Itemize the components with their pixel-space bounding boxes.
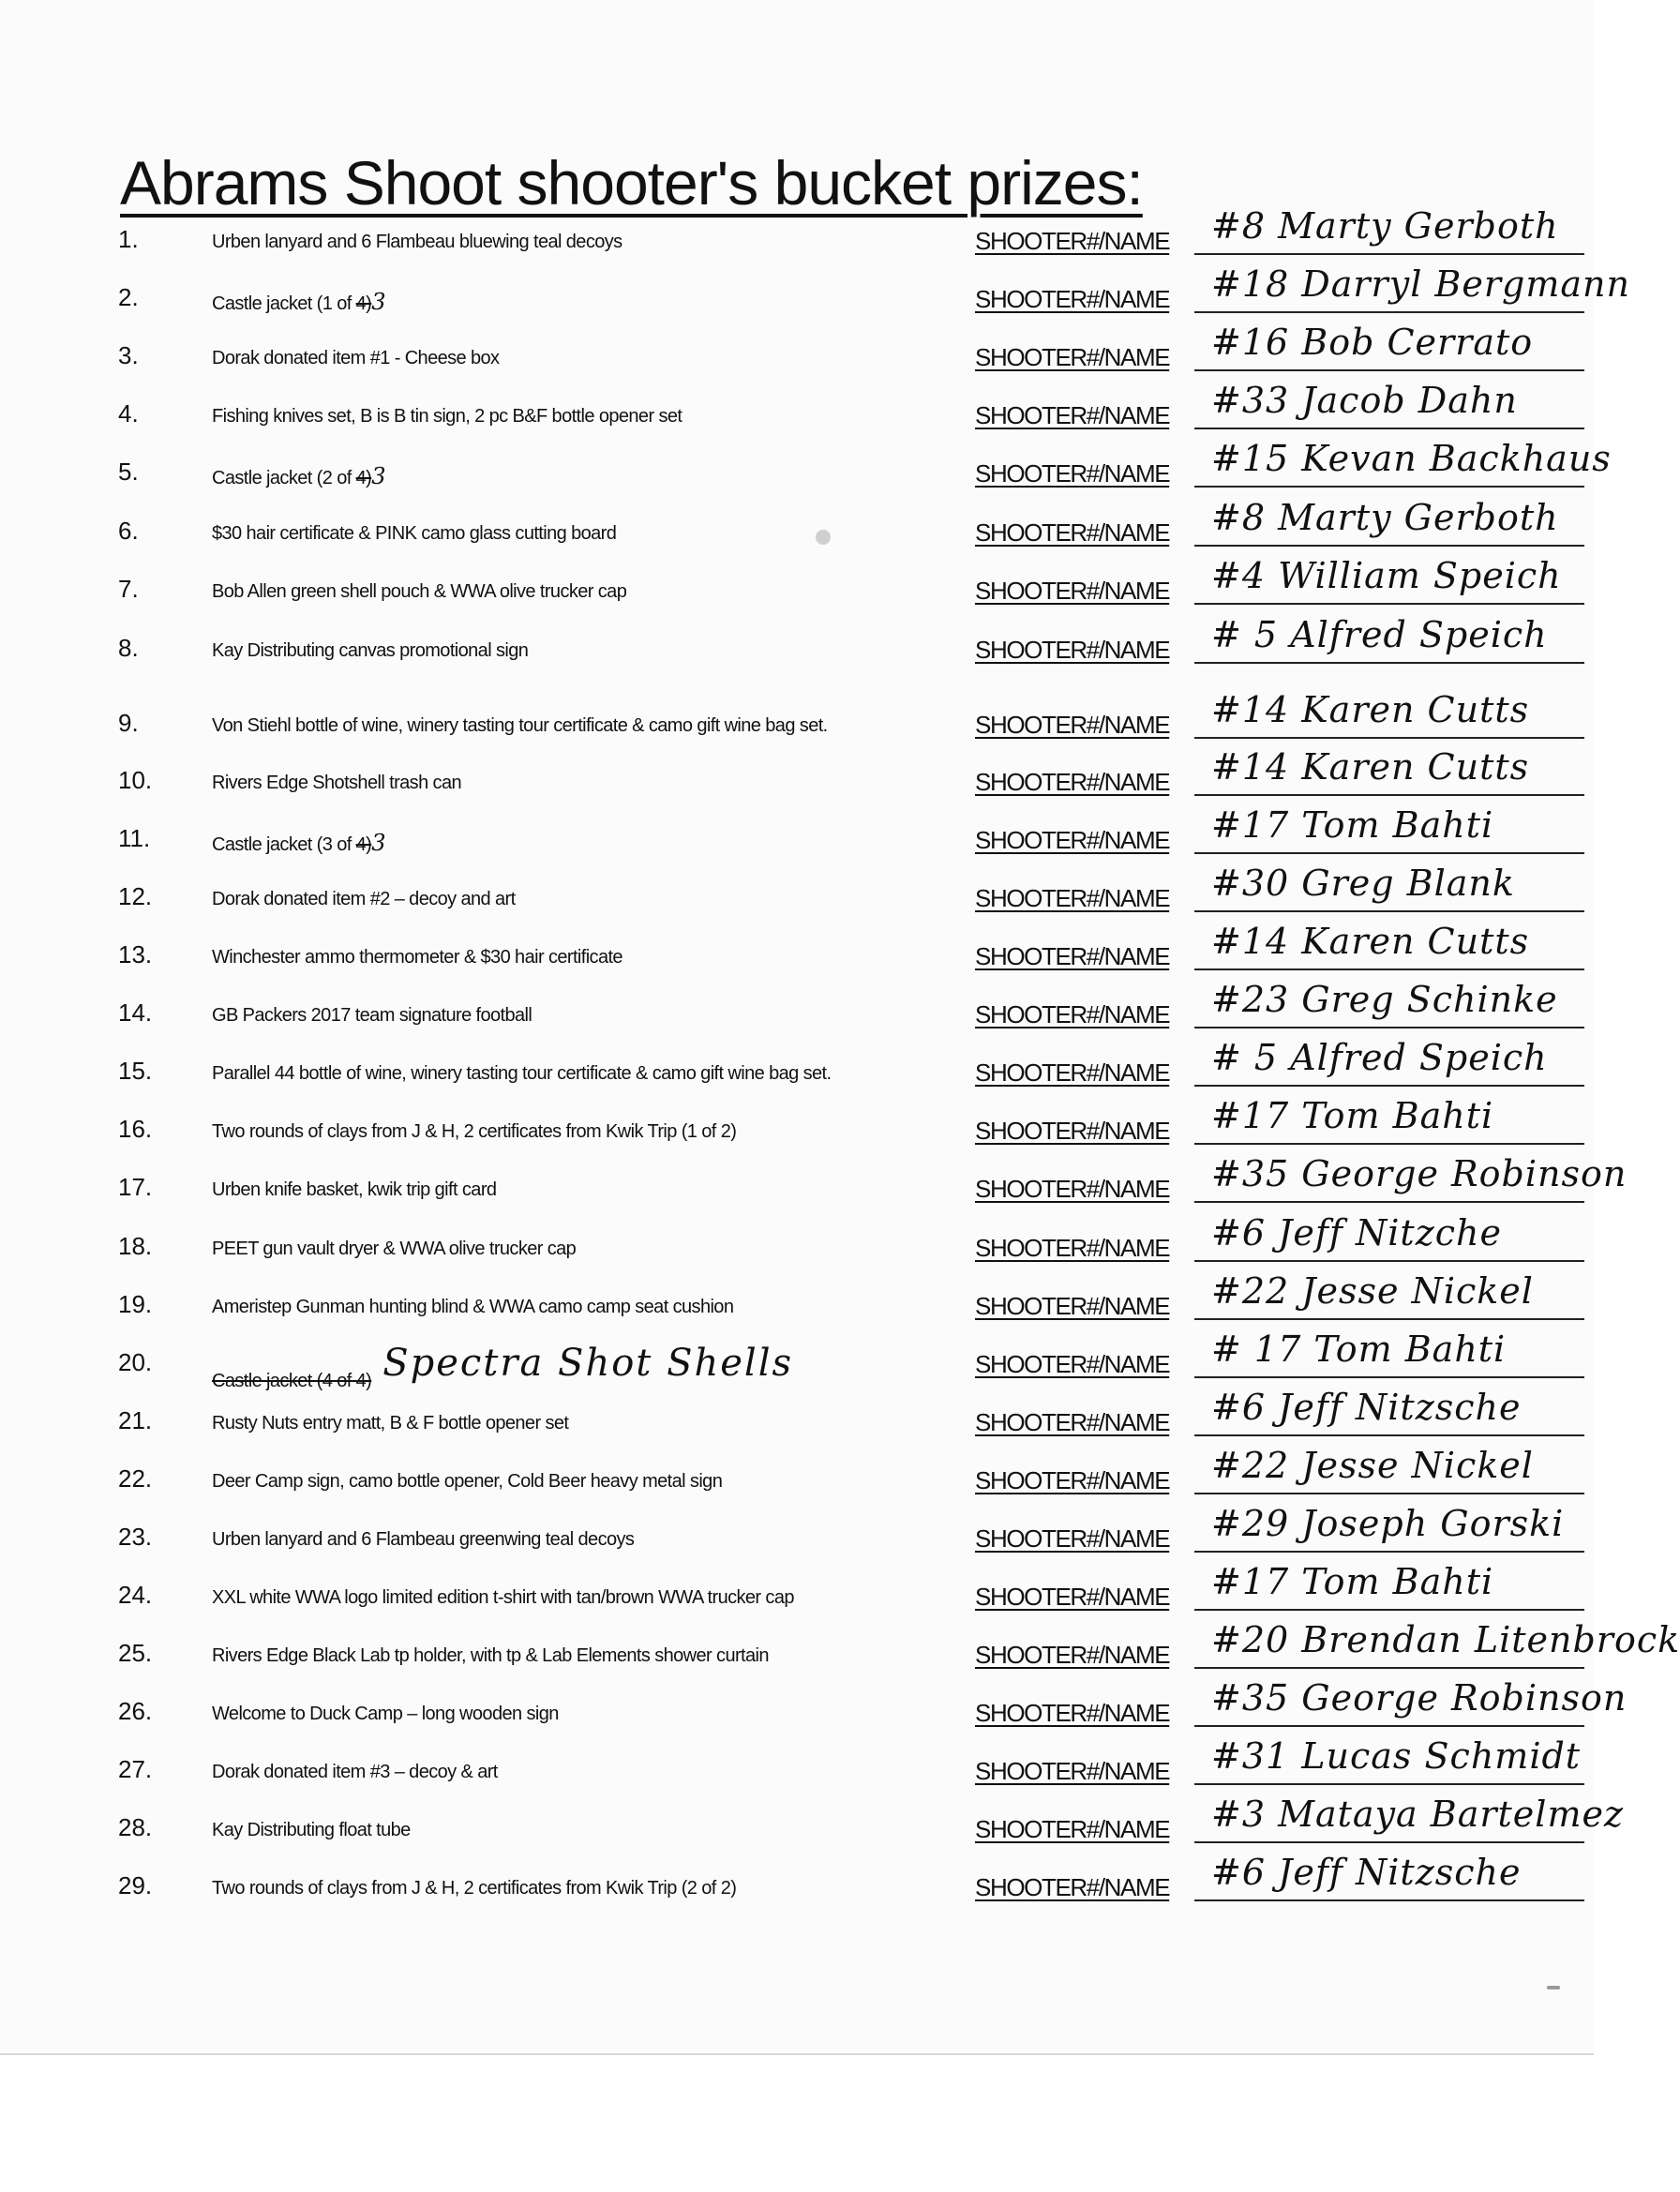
shooter-fill-line [1194, 1260, 1584, 1262]
prize-text: Welcome to Duck Camp – long wooden sign [212, 1704, 559, 1724]
prize-description [212, 1763, 498, 1781]
struck-text: Castle jacket (4 of 4) [212, 1371, 372, 1391]
shooter-label: SHOOTER#/NAME [975, 1408, 1170, 1436]
shooter-label: SHOOTER#/NAME [975, 227, 1170, 255]
shooter-fill-line [1194, 1376, 1584, 1378]
prize-text: Two rounds of clays from J & H, 2 certificates from Kwik Trip (1 of 2) [212, 1121, 737, 1142]
prize-description [212, 1122, 736, 1141]
shooter-fill-line [1194, 1667, 1584, 1669]
prize-row [0, 1852, 1594, 1931]
shooter-fill-line [1194, 1143, 1584, 1145]
prize-description [212, 291, 386, 313]
handwritten-shooter-name: #4 William Speich [1211, 555, 1562, 596]
shooter-fill-line [1194, 1783, 1584, 1785]
shooter-fill-line [1194, 1609, 1584, 1611]
prize-number: 29. [118, 1871, 153, 1899]
prize-text: Rivers Edge Black Lab tp holder, with tp & Lab Elements shower curtain [212, 1645, 769, 1666]
struck-text: 4) [355, 293, 372, 314]
handwritten-shooter-name: #16 Bob Cerrato [1211, 322, 1534, 363]
prize-text: Rivers Edge Shotshell trash can [212, 773, 461, 793]
prize-text: Bob Allen green shell pouch & WWA olive trucker cap [212, 581, 627, 602]
shooter-fill-line [1194, 1201, 1584, 1203]
handwritten-shooter-name: #14 Karen Cutts [1211, 921, 1530, 962]
handwritten-shooter-name: #20 Brendan Litenbrock [1211, 1619, 1680, 1660]
prize-text: Castle jacket (2 of [212, 468, 356, 488]
prize-description [212, 1588, 794, 1607]
prize-description [212, 233, 622, 251]
handwritten-shooter-name: #23 Greg Schinke [1211, 979, 1558, 1020]
prize-number: 23. [118, 1523, 153, 1551]
prize-description [212, 582, 626, 601]
handwritten-shooter-name: #29 Joseph Gorski [1211, 1503, 1565, 1544]
prize-text: Fishing knives set, B is B tin sign, 2 pc B&F bottle opener set [212, 406, 682, 427]
prize-description [212, 1342, 794, 1393]
prize-number: 17. [118, 1173, 153, 1201]
shooter-fill-line [1194, 428, 1584, 429]
shooter-fill-line [1194, 253, 1584, 255]
prize-row [0, 614, 1594, 694]
page-title: Abrams Shoot shooter's bucket prizes: [120, 148, 1143, 218]
prize-description [212, 716, 828, 735]
shooter-fill-line [1194, 1899, 1584, 1901]
prize-description [212, 1821, 411, 1839]
shooter-label: SHOOTER#/NAME [975, 1524, 1170, 1553]
prize-text: Kay Distributing canvas promotional sign [212, 640, 529, 661]
prize-text: XXL white WWA logo limited edition t-shirt with tan/brown WWA trucker cap [212, 1587, 794, 1608]
shooter-fill-line [1194, 662, 1584, 664]
prize-description [212, 641, 528, 660]
prize-text: Deer Camp sign, camo bottle opener, Cold Beer heavy metal sign [212, 1471, 723, 1492]
handwritten-correction: 3 [371, 289, 386, 315]
prize-description [212, 1239, 576, 1258]
handwritten-shooter-name: #22 Jesse Nickel [1211, 1270, 1534, 1312]
prize-text: Castle jacket (1 of [212, 293, 356, 314]
prize-description [212, 890, 516, 908]
shooter-fill-line [1194, 486, 1584, 488]
prize-text: GB Packers 2017 team signature football [212, 1005, 532, 1026]
prize-number: 6. [118, 517, 139, 545]
page-edge [0, 2053, 1594, 2055]
prize-text: Dorak donated item #2 – decoy and art [212, 889, 516, 909]
handwritten-shooter-name: #17 Tom Bahti [1211, 1095, 1494, 1136]
shooter-label: SHOOTER#/NAME [975, 1234, 1170, 1262]
shooter-label: SHOOTER#/NAME [975, 285, 1170, 313]
handwritten-shooter-name: #6 Jeff Nitzche [1211, 1212, 1502, 1254]
shooter-label: SHOOTER#/NAME [975, 343, 1170, 371]
handwritten-shooter-name: # 5 Alfred Speich [1211, 614, 1548, 655]
prize-number: 28. [118, 1813, 153, 1841]
handwritten-shooter-name: #22 Jesse Nickel [1211, 1445, 1534, 1486]
handwritten-shooter-name: #6 Jeff Nitzsche [1211, 1852, 1522, 1893]
prize-description [212, 1298, 733, 1316]
prize-number: 18. [118, 1232, 153, 1260]
prize-number: 7. [118, 575, 139, 603]
shooter-fill-line [1194, 1085, 1584, 1087]
shooter-label: SHOOTER#/NAME [975, 942, 1170, 970]
prize-text: Kay Distributing float tube [212, 1820, 411, 1840]
handwritten-shooter-name: #35 George Robinson [1211, 1677, 1628, 1719]
shooter-label: SHOOTER#/NAME [975, 1641, 1170, 1669]
prize-text: Ameristep Gunman hunting blind & WWA camo camp seat cushion [212, 1297, 734, 1317]
prize-text: Urben lanyard and 6 Flambeau bluewing teal decoys [212, 232, 622, 252]
prize-description [212, 1064, 831, 1083]
prize-number: 9. [118, 709, 139, 737]
handwritten-shooter-name: #8 Marty Gerboth [1211, 205, 1559, 247]
shooter-fill-line [1194, 910, 1584, 912]
shooter-label: SHOOTER#/NAME [975, 1815, 1170, 1843]
prize-number: 5. [118, 458, 139, 486]
handwritten-replacement-prize: Spectra Shot Shells [382, 1342, 794, 1385]
handwritten-shooter-name: #18 Darryl Bergmann [1211, 263, 1630, 305]
prize-number: 16. [118, 1115, 153, 1143]
prize-text: $30 hair certificate & PINK camo glass cutting board [212, 523, 617, 544]
shooter-label: SHOOTER#/NAME [975, 636, 1170, 664]
shooter-label: SHOOTER#/NAME [975, 768, 1170, 796]
shooter-fill-line [1194, 1551, 1584, 1553]
shooter-label: SHOOTER#/NAME [975, 711, 1170, 739]
prize-text: Von Stiehl bottle of wine, winery tasting tour certificate & camo gift wine bag set. [212, 715, 828, 736]
shooter-label: SHOOTER#/NAME [975, 1058, 1170, 1087]
shooter-fill-line [1194, 1841, 1584, 1843]
prize-text: Dorak donated item #1 - Cheese box [212, 348, 500, 368]
prize-description [212, 407, 682, 426]
prize-description [212, 1646, 769, 1665]
shooter-label: SHOOTER#/NAME [975, 459, 1170, 488]
handwritten-shooter-name: # 17 Tom Bahti [1211, 1329, 1507, 1370]
prize-text: Winchester ammo thermometer & $30 hair certificate [212, 947, 622, 968]
shooter-fill-line [1194, 737, 1584, 739]
pen-mark [1547, 1986, 1560, 1989]
shooter-fill-line [1194, 852, 1584, 854]
shooter-label: SHOOTER#/NAME [975, 518, 1170, 547]
shooter-label: SHOOTER#/NAME [975, 1466, 1170, 1494]
shooter-label: SHOOTER#/NAME [975, 1175, 1170, 1203]
prize-number: 20. [118, 1348, 153, 1376]
prize-description [212, 1180, 496, 1199]
handwritten-shooter-name: #31 Lucas Schmidt [1211, 1735, 1582, 1777]
handwritten-shooter-name: #17 Tom Bahti [1211, 1561, 1494, 1602]
shooter-fill-line [1194, 1493, 1584, 1494]
shooter-fill-line [1194, 311, 1584, 313]
shooter-label: SHOOTER#/NAME [975, 1350, 1170, 1378]
shooter-label: SHOOTER#/NAME [975, 1873, 1170, 1901]
shooter-label: SHOOTER#/NAME [975, 1757, 1170, 1785]
prize-text: Two rounds of clays from J & H, 2 certificates from Kwik Trip (2 of 2) [212, 1878, 737, 1899]
prize-number: 15. [118, 1057, 153, 1085]
struck-text: 4) [355, 834, 372, 855]
prize-text: Parallel 44 bottle of wine, winery tasting tour certificate & camo gift wine bag set. [212, 1063, 832, 1084]
prize-description [212, 1414, 568, 1433]
shooter-fill-line [1194, 369, 1584, 371]
shooter-fill-line [1194, 603, 1584, 605]
prize-number: 12. [118, 882, 153, 910]
struck-text: 4) [355, 468, 372, 488]
prize-description [212, 1704, 559, 1723]
prize-description [212, 524, 616, 543]
prize-description [212, 773, 461, 792]
handwritten-shooter-name: #35 George Robinson [1211, 1153, 1628, 1194]
shooter-fill-line [1194, 545, 1584, 547]
prize-description [212, 832, 386, 854]
prize-number: 11. [118, 824, 151, 852]
handwritten-shooter-name: #6 Jeff Nitzsche [1211, 1387, 1522, 1428]
shooter-label: SHOOTER#/NAME [975, 401, 1170, 429]
handwritten-correction: 3 [371, 463, 386, 489]
handwritten-shooter-name: #17 Tom Bahti [1211, 804, 1494, 846]
prize-number: 25. [118, 1639, 153, 1667]
prize-description [212, 948, 622, 967]
handwritten-shooter-name: #30 Greg Blank [1211, 863, 1515, 904]
shooter-label: SHOOTER#/NAME [975, 1000, 1170, 1028]
prize-number: 8. [118, 634, 139, 662]
prize-description [212, 1879, 736, 1898]
prize-description [212, 349, 499, 368]
prize-description [212, 1006, 532, 1025]
prize-description [212, 1530, 634, 1549]
prize-number: 27. [118, 1755, 153, 1783]
shooter-label: SHOOTER#/NAME [975, 1583, 1170, 1611]
shooter-fill-line [1194, 1318, 1584, 1320]
prize-number: 19. [118, 1290, 153, 1318]
prize-number: 10. [118, 766, 153, 794]
shooter-fill-line [1194, 794, 1584, 796]
prize-text: Urben lanyard and 6 Flambeau greenwing teal decoys [212, 1529, 635, 1550]
prize-description [212, 1472, 722, 1491]
handwritten-shooter-name: #33 Jacob Dahn [1211, 380, 1518, 421]
prize-number: 4. [118, 399, 139, 428]
shooter-label: SHOOTER#/NAME [975, 884, 1170, 912]
handwritten-shooter-name: #8 Marty Gerboth [1211, 497, 1559, 538]
handwritten-shooter-name: #3 Mataya Bartelmez [1211, 1794, 1624, 1835]
prize-number: 21. [118, 1406, 153, 1434]
shooter-label: SHOOTER#/NAME [975, 826, 1170, 854]
prize-number: 3. [118, 341, 139, 369]
prize-text: PEET gun vault dryer & WWA olive trucker cap [212, 1239, 577, 1259]
handwritten-shooter-name: #15 Kevan Backhaus [1211, 438, 1612, 479]
handwritten-shooter-name: #14 Karen Cutts [1211, 689, 1530, 730]
prize-number: 1. [118, 225, 139, 253]
shooter-fill-line [1194, 968, 1584, 970]
shooter-label: SHOOTER#/NAME [975, 1292, 1170, 1320]
prize-number: 14. [118, 998, 153, 1027]
prize-number: 26. [118, 1697, 153, 1725]
handwritten-shooter-name: #14 Karen Cutts [1211, 746, 1530, 788]
prize-number: 13. [118, 940, 153, 968]
handwritten-correction: 3 [371, 830, 386, 856]
shooter-label: SHOOTER#/NAME [975, 1699, 1170, 1727]
handwritten-shooter-name: # 5 Alfred Speich [1211, 1037, 1548, 1078]
shooter-label: SHOOTER#/NAME [975, 577, 1170, 605]
prize-text: Castle jacket (3 of [212, 834, 356, 855]
shooter-fill-line [1194, 1027, 1584, 1028]
prize-number: 22. [118, 1464, 153, 1493]
shooter-fill-line [1194, 1725, 1584, 1727]
shooter-fill-line [1194, 1434, 1584, 1436]
prize-number: 2. [118, 283, 139, 311]
prize-text: Dorak donated item #3 – decoy & art [212, 1762, 498, 1782]
shooter-label: SHOOTER#/NAME [975, 1117, 1170, 1145]
prize-text: Rusty Nuts entry matt, B & F bottle opener set [212, 1413, 569, 1434]
prize-text: Urben knife basket, kwik trip gift card [212, 1179, 497, 1200]
prize-number: 24. [118, 1581, 153, 1609]
prize-description [212, 465, 386, 488]
